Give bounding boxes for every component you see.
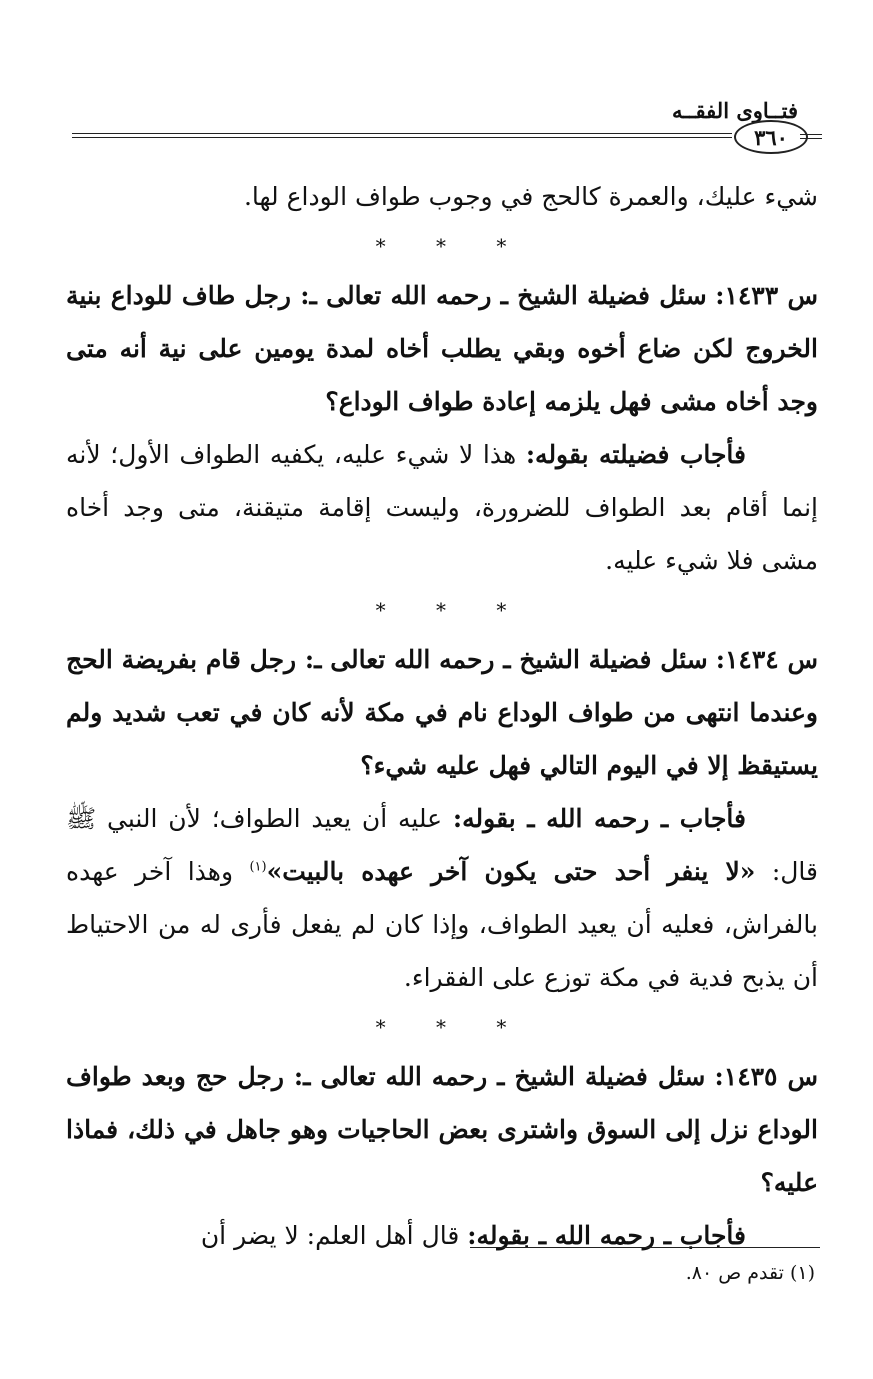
paragraph-continuation: شيء عليك، والعمرة كالحج في وجوب طواف الوداع لها.: [243, 182, 818, 211]
question-1435: [66, 1050, 818, 1209]
hadith-quote: «لا ينفر أحد حتى يكون آخر عهده بالبيت»: [266, 857, 756, 886]
question-number: س ١٤٣٣:: [715, 281, 818, 310]
page-number-text: ٣٦٠: [754, 124, 788, 150]
footnote: (١) تقدم ص ٨٠.: [685, 1262, 815, 1284]
footnote-reference[interactable]: (١): [249, 859, 267, 875]
question-text: سئل فضيلة الشيخ ـ رحمه الله تعالى ـ: رجل قام بفريضة الحج وعندما انتهى من طواف الوداع نام في مكة لأنه كان في تعب شديد ولم يستيقظ إلا في اليوم التالي فهل عليه شيء؟: [66, 645, 818, 780]
body-text: [66, 170, 818, 1262]
header-rule: [72, 133, 732, 138]
question-1433: [66, 269, 818, 428]
answer-1433: [66, 428, 818, 587]
footnote-rule: [470, 1247, 820, 1248]
answer-text: هذا لا شيء عليه، يكفيه الطواف الأول؛ لأنه إنما أقام بعد الطواف للضرورة، وليست إقامة متيقنة، متى وجد أخاه مشى فلا شيء عليه.: [66, 440, 818, 575]
question-text: سئل فضيلة الشيخ ـ رحمه الله تعالى ـ: رجل طاف للوداع بنية الخروج لكن ضاع أخوه وبقي يطلب أخاه لمدة يومين على نية أنه متى وجد أخاه مشى فهل يلزمه إعادة طواف الوداع؟: [66, 281, 818, 416]
answer-text: عليه أن يعيد الطواف؛ لأن النبي ﷺ قال:: [66, 804, 818, 886]
answer-1434: [66, 792, 818, 1004]
answer-lead: فأجاب فضيلته بقوله:: [525, 440, 746, 469]
question-number: س ١٤٣٥:: [714, 1062, 818, 1091]
answer-1435: [66, 1209, 818, 1262]
answer-text: قال أهل العلم: لا يضر أن: [200, 1221, 460, 1250]
question-1434: [66, 633, 818, 792]
page-number: [734, 120, 808, 154]
question-text: سئل فضيلة الشيخ ـ رحمه الله تعالى ـ: رجل حج وبعد طواف الوداع نزل إلى السوق واشترى بعض الحاجيات وهو جاهل في ذلك، فماذا عليه؟: [66, 1062, 818, 1197]
answer-text: وهذا آخر عهده بالفراش، فعليه أن يعيد الطواف، وإذا كان لم يفعل فأرى له من الاحتياط أن يذبح فدية في مكة توزع على الفقراء.: [66, 857, 818, 992]
section-separator: * * *: [375, 234, 529, 258]
question-number: س ١٤٣٤:: [715, 645, 818, 674]
answer-lead: فأجاب ـ رحمه الله ـ بقوله:: [467, 1221, 746, 1250]
section-separator: * * *: [375, 1015, 529, 1039]
running-title: فتــاوى الفقــه: [671, 98, 798, 123]
answer-lead: فأجاب ـ رحمه الله ـ بقوله:: [452, 804, 746, 833]
section-separator: * * *: [375, 598, 529, 622]
